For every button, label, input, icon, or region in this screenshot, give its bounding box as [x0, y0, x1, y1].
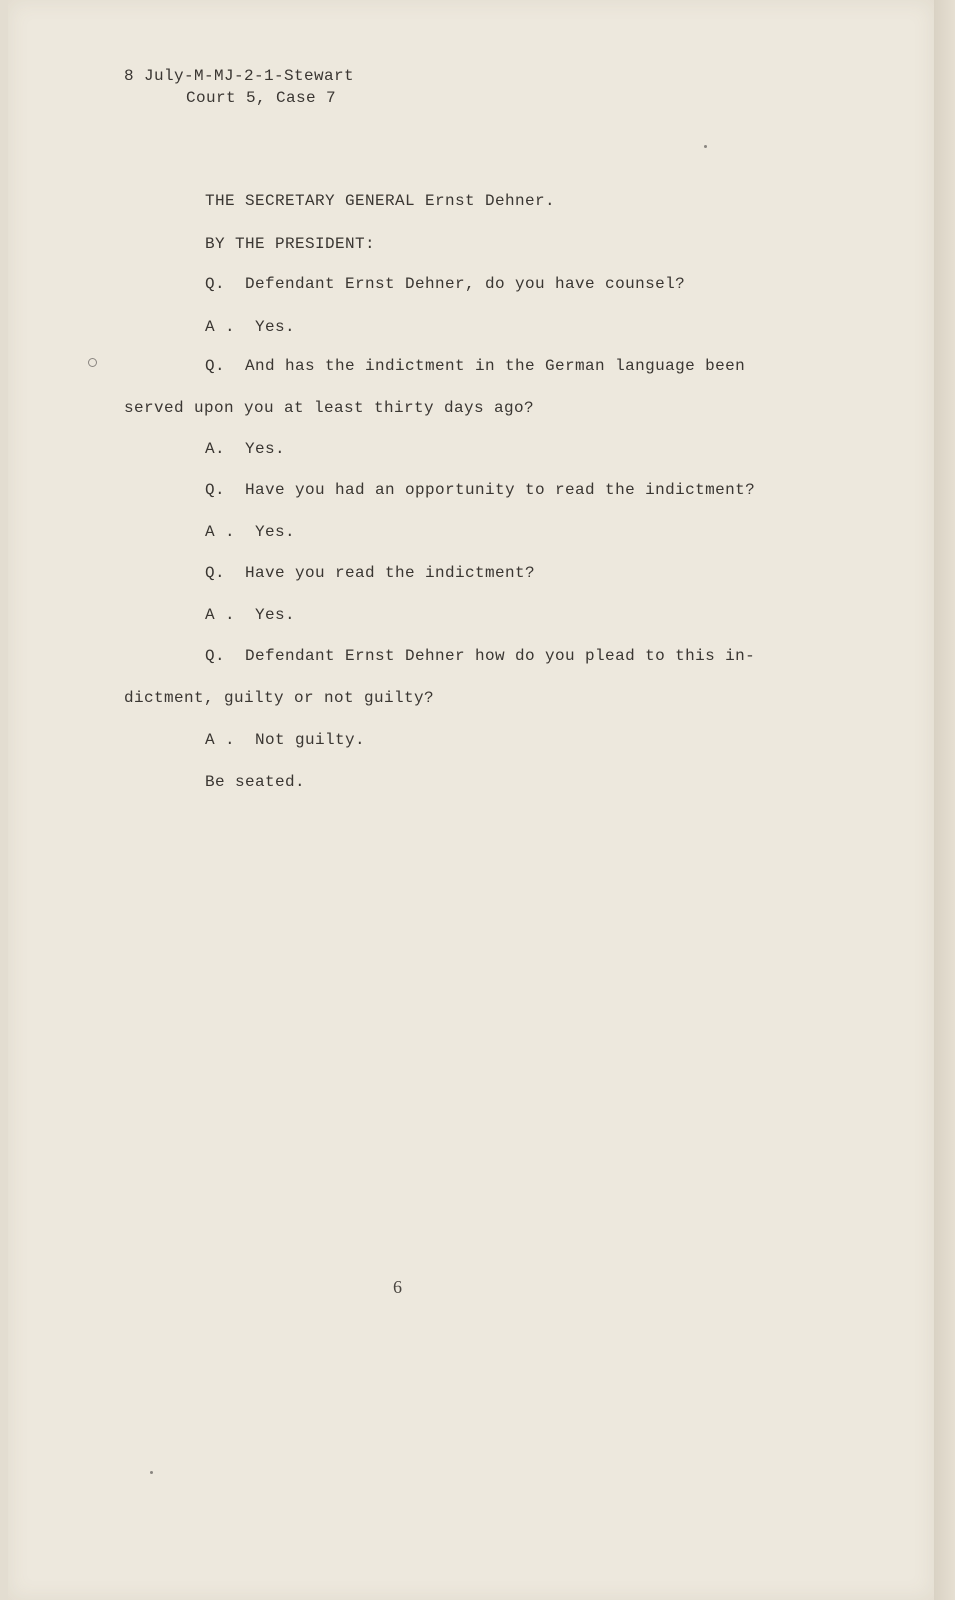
transcript-line: BY THE PRESIDENT: [205, 235, 376, 253]
transcript-line: Q. Have you had an opportunity to read the indictment? [205, 481, 756, 499]
punch-hole-mark [88, 358, 97, 367]
transcript-line: A . Yes. [205, 606, 296, 624]
page-number: 6 [393, 1277, 402, 1297]
transcript-line: served upon you at least thirty days ago? [124, 399, 535, 417]
transcript-line: Q. Have you read the indictment? [205, 564, 536, 582]
paper-left-edge [0, 0, 8, 1600]
transcript-line: THE SECRETARY GENERAL Ernst Dehner. [205, 192, 556, 210]
transcript-line: Q. Defendant Ernst Dehner how do you plead to this in- [205, 647, 756, 665]
header-ref-line: 8 July-M-MJ-2-1-Stewart [124, 67, 355, 85]
transcript-line: A. Yes. [205, 440, 286, 458]
ink-speck [150, 1471, 153, 1474]
transcript-line: Q. And has the indictment in the German language been [205, 357, 746, 375]
transcript-line: A . Yes. [205, 318, 296, 336]
transcript-line: Q. Defendant Ernst Dehner, do you have counsel? [205, 275, 686, 293]
header-court-line: Court 5, Case 7 [186, 89, 337, 107]
paper-right-edge [934, 0, 955, 1600]
transcript-line: A . Yes. [205, 523, 296, 541]
punch-mark [704, 145, 707, 148]
transcript-line: A . Not guilty. [205, 731, 366, 749]
transcript-line: dictment, guilty or not guilty? [124, 689, 435, 707]
transcript-line: Be seated. [205, 773, 306, 791]
document-page [8, 0, 934, 1600]
